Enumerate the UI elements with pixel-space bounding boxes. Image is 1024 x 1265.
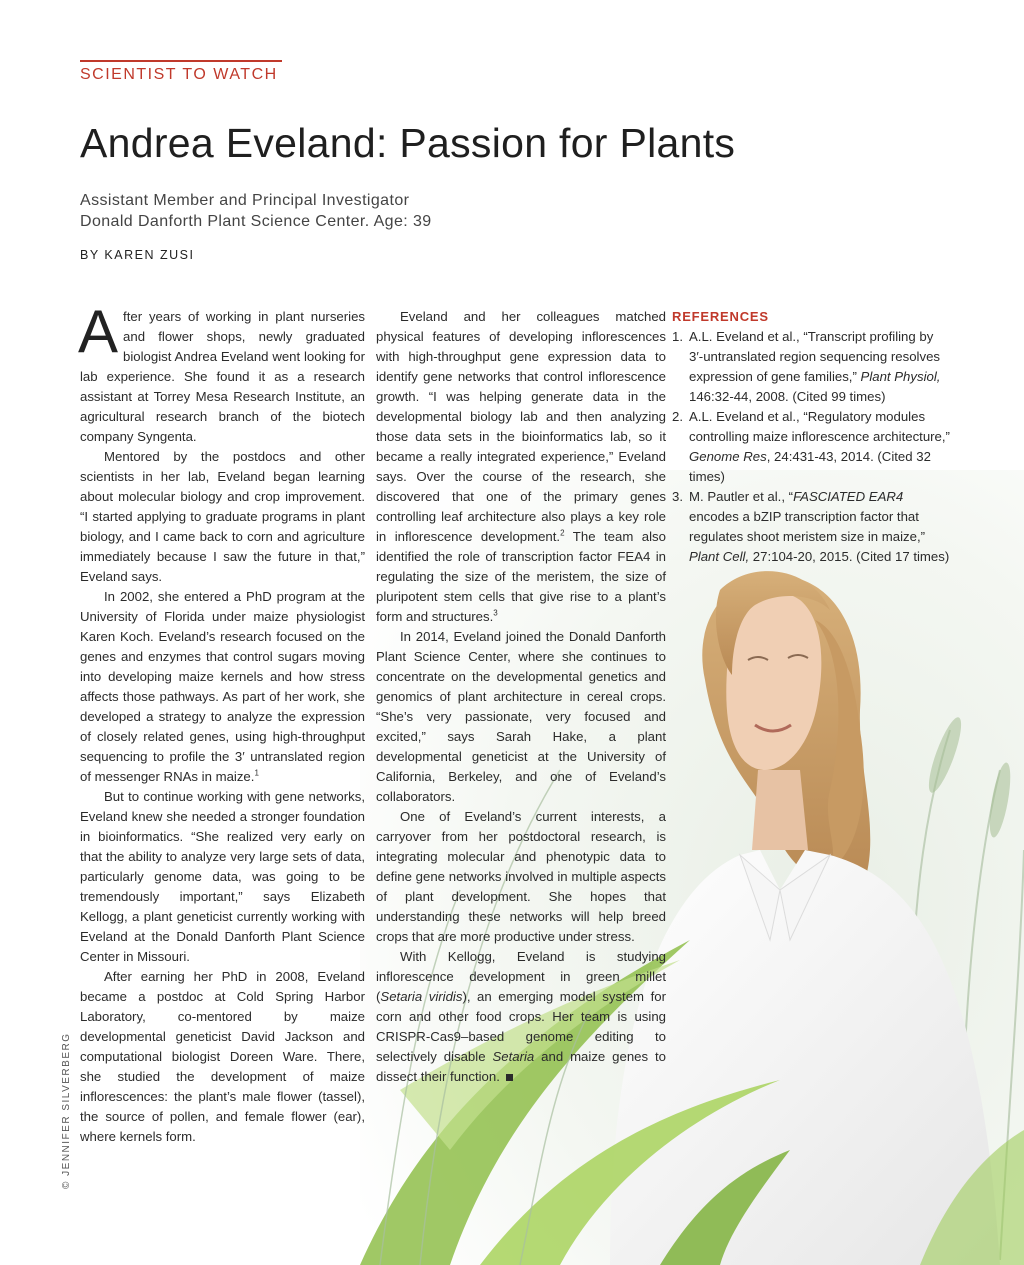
subtitle-line-1: Assistant Member and Principal Investigator (80, 192, 410, 209)
paragraph: In 2014, Eveland joined the Donald Danforth Plant Science Center, where she continues to concentrate on the developmental genetics and genomics of plant architecture in cereal crops. “She’s very passionate, very focused and excited,” says Sarah Hake, a plant developmental geneticist at the University of California, Berkeley, and one of Eveland’s collaborators. (376, 629, 666, 804)
drop-cap: A (78, 298, 119, 365)
subtitle-line-2: Donald Danforth Plant Science Center. Age: 39 (80, 213, 432, 230)
citation-ref: 3 (493, 608, 498, 618)
references-list (672, 327, 950, 567)
section-kicker: SCIENTIST TO WATCH (80, 66, 278, 83)
kicker-rule (80, 60, 282, 62)
paragraph: After earning her PhD in 2008, Eveland became a postdoc at Cold Spring Harbor Laboratory, co-mentored by maize developmental geneticist David Jackson and computational biologist Doreen Ware. There, she studied the development of maize inflorescences: the plant’s male flower (tassel), the source of pollen, and female flower (ear), where kernels form. (80, 969, 365, 1144)
reference-item: 2. A.L. Eveland et al., “Regulatory modules controlling maize inflorescence architecture,” Genome Res, 24:431-43, 2014. (Cited 32 times) (672, 409, 950, 484)
paragraph: With Kellogg, Eveland is studying inflorescence development in green millet (Setaria viridis), an emerging model system for corn and other food crops. Her team is using CRISPR-Cas9–based genome editing to selectively disable Setaria and maize genes to dissect their function. (376, 949, 667, 1084)
references-section (672, 307, 950, 567)
citation-ref: 1 (254, 768, 259, 778)
page-title: Andrea Eveland: Passion for Plants (80, 120, 736, 166)
article-column-1 (78, 298, 365, 1147)
photo-credit: © JENNIFER SILVERBERG (61, 1032, 72, 1189)
paragraph: After years of working in plant nurseries and flower shops, newly graduated biologist Andrea Eveland went looking for lab experience. She found it as a research assistant at Torrey Mesa Research Institute, an agricultural research branch of the biotech company Syngenta. (78, 298, 365, 444)
article-column-2 (376, 307, 666, 1087)
paragraph: But to continue working with gene networks, Eveland knew she needed a stronger foundation in bioinformatics. “She realized very early on that the ability to analyze very large sets of data, particularly genome data, was going to be tremendously important,” says Elizabeth Kellogg, a plant geneticist currently working with Eveland at the Donald Danforth Plant Science Center in Missouri. (80, 789, 365, 964)
references-heading: REFERENCES (672, 309, 769, 324)
byline: BY KAREN ZUSI (80, 248, 195, 262)
paragraph: One of Eveland’s current interests, a carryover from her postdoctoral research, is integrating molecular and phenotypic data to define gene networks involved in multiple aspects of plant development. She hopes that understanding these networks will help breed crops that are more productive under stress. (376, 809, 666, 944)
end-mark-icon (506, 1074, 513, 1081)
reference-item: 3. M. Pautler et al., “FASCIATED EAR4 encodes a bZIP transcription factor that regulates shoot meristem size in maize,” Plant Cell, 27:104-20, 2015. (Cited 17 times) (672, 489, 950, 564)
paragraph: Eveland and her colleagues matched physical features of developing inflorescences with high-throughput gene expression data to identify gene networks that control inflorescence growth. “I was helping generate data in the developmental biology lab and then analyzing those data sets in the bioinformatics lab, so it became a really integrated experience,” Eveland says. Over the course of the research, she discovered that one of the primary genes controlling leaf architecture also plays a key role in inflorescence development.$^2$ The team also identified the role of transcription factor FEA4 in regulating the size of the meristem, the size of pluripotent stem cells that give rise to a plant’s form and structures.$^3$ (376, 309, 666, 624)
paragraph: In 2002, she entered a PhD program at the University of Florida under maize physiologist Karen Koch. Eveland’s research focused on the genes and enzymes that control sugars moving into developing maize kernels and how stress affects those pathways. As part of her work, she developed a strategy to analyze the expression of closely related genes, using high-throughput sequencing to profile the 3′ untranslated region of messenger RNAs in maize.$^1$ (80, 589, 365, 784)
subtitle (80, 190, 432, 232)
citation-ref: 2 (560, 528, 565, 538)
paragraph: Mentored by the postdocs and other scientists in her lab, Eveland began learning about molecular biology and crop improvement. “I started applying to graduate programs in plant biology, and I came back to corn and agriculture immediately because I saw the future in that,” Eveland says. (80, 449, 365, 584)
reference-item: 1. A.L. Eveland et al., “Transcript profiling by 3′-untranslated region sequencing resolves expression of gene families,” Plant Physiol, 146:32-44, 2008. (Cited 99 times) (672, 329, 941, 404)
